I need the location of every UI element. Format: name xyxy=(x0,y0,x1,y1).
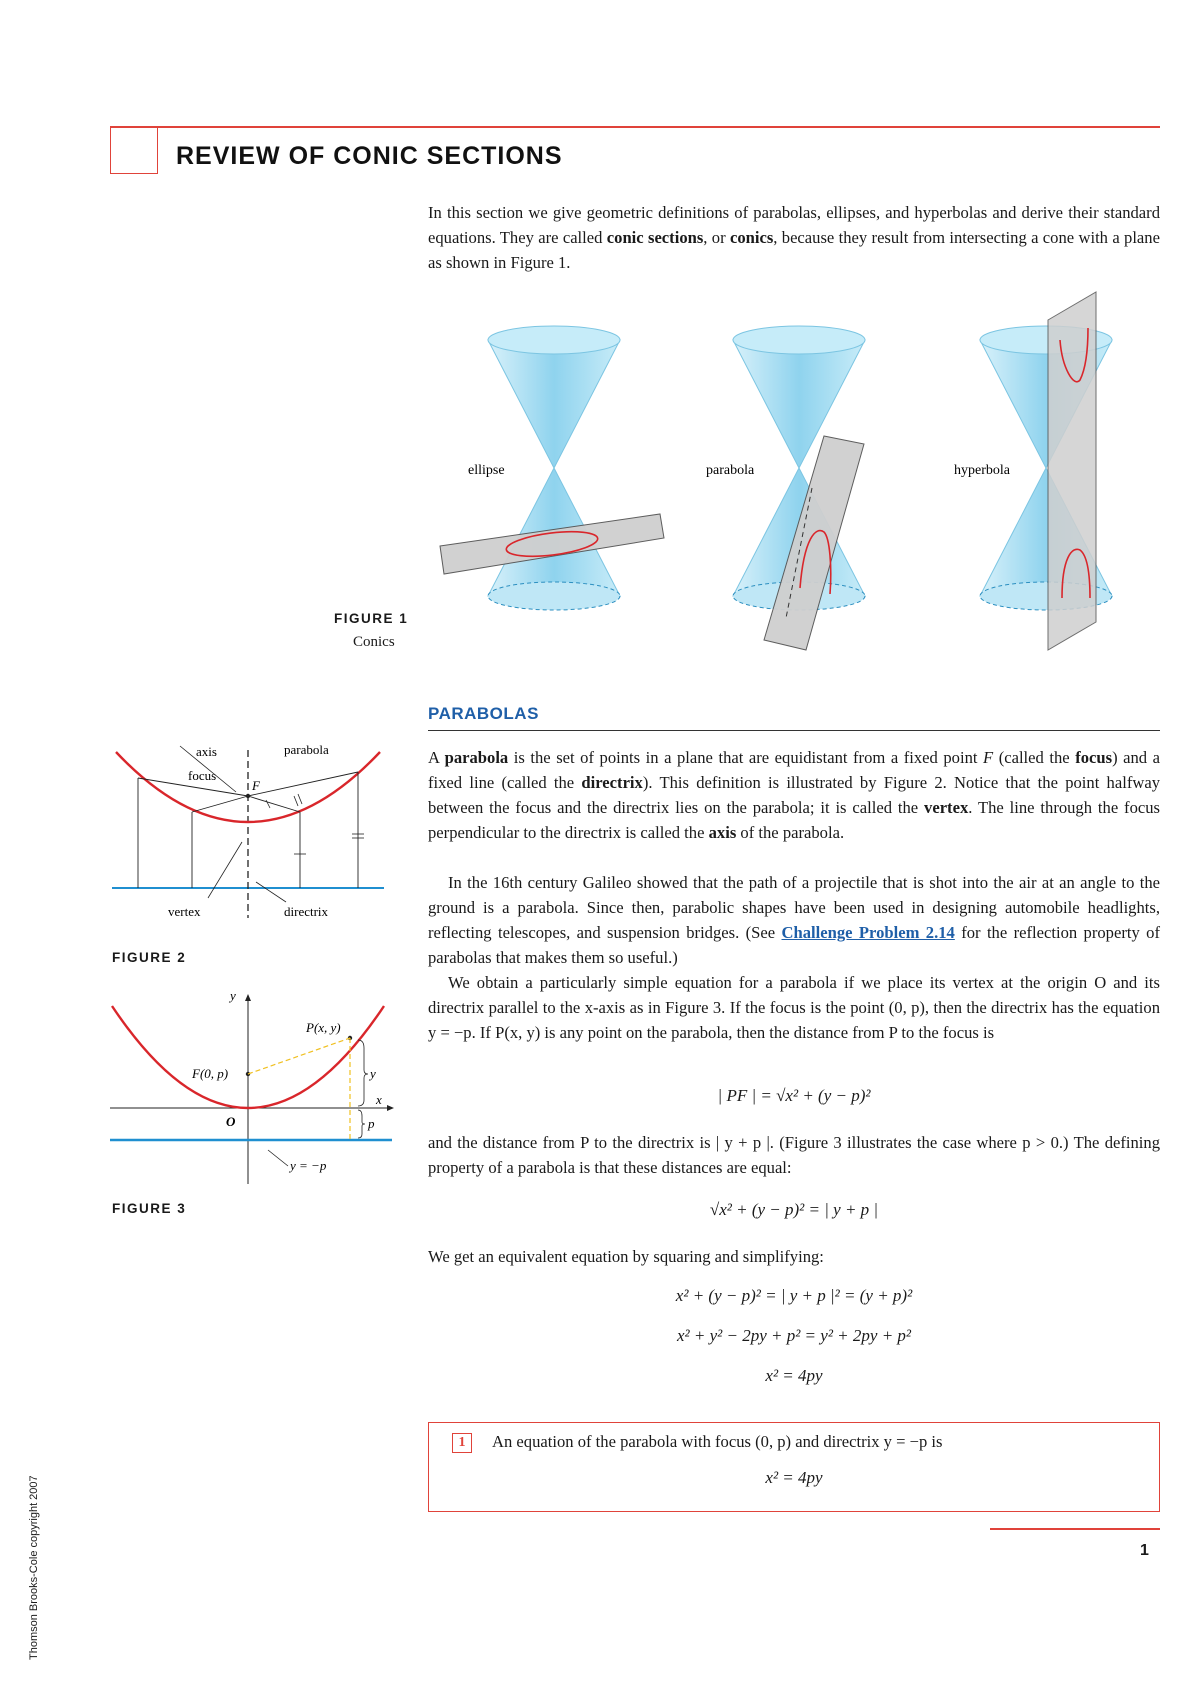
vertex-pointer xyxy=(208,842,242,898)
equation-equal-distances: √x² + (y − p)² = | y + p | xyxy=(709,1200,879,1219)
label-parabola: parabola xyxy=(284,742,329,757)
page-number: 1 xyxy=(1140,1542,1149,1559)
label-hyperbola: hyperbola xyxy=(954,463,1010,478)
label-F: F(0, p) xyxy=(192,1066,229,1081)
label-p-distance: p xyxy=(368,1116,375,1131)
label-parabola: parabola xyxy=(706,463,755,478)
header-rule xyxy=(110,126,1160,128)
figure3-label: FIGURE 3 xyxy=(112,1201,187,1216)
label-directrix: y = −p xyxy=(290,1158,327,1173)
section-title: PARABOLAS xyxy=(428,704,539,723)
theorem-equation: x² = 4py xyxy=(765,1468,823,1487)
paragraph-squaring: We get an equivalent equation by squaring and simplifying: xyxy=(428,1247,824,1266)
directrix-pointer xyxy=(256,882,286,902)
label-P: P(x, y) xyxy=(306,1020,341,1035)
label-axis: axis xyxy=(196,744,217,759)
footer-rule xyxy=(990,1528,1160,1530)
equation-pf-distance: | PF | = √x² + (y − p)² xyxy=(717,1086,871,1105)
figure1-caption: Conics xyxy=(353,634,395,650)
label-ellipse: ellipse xyxy=(468,463,505,478)
label-origin: O xyxy=(226,1114,236,1129)
figure2-parabola-definition xyxy=(110,742,386,922)
paragraph-directrix-distance: and the distance from P to the directrix is | y + p |. (Figure 3 illustrates the case where p > 0.) The defining property of a parabola is that these distances are equal: xyxy=(428,1133,1160,1177)
intro-paragraph: In this section we give geometric definitions of parabolas, ellipses, and hyperbolas and derive their standard equations. They are called conic sections, or conics, because they result from intersecting a cone with a plane as shown in Figure 1. xyxy=(428,203,1160,272)
label-y-distance: y xyxy=(370,1066,376,1081)
label-vertex: vertex xyxy=(168,904,201,919)
paragraph-galileo: In the 16th century Galileo showed that the path of a projectile that is shot into the air at an angle to the ground is a parabola. Since then, parabolic shapes have been used in designing automobile headlights, reflecting telescopes, and suspension bridges. (See Challenge Problem 2.14 for the reflection property of parabolas that makes them so useful.) xyxy=(428,873,1160,967)
cone-hyperbola xyxy=(954,292,1112,650)
section-rule xyxy=(428,730,1160,731)
header-box xyxy=(110,126,158,174)
label-y-axis: y xyxy=(230,988,236,1003)
cone-ellipse xyxy=(440,326,664,610)
equation-step-2: x² + y² − 2py + p² = y² + 2py + p² xyxy=(676,1326,912,1345)
figure1-label: FIGURE 1 xyxy=(334,611,409,626)
plane-hyperbola xyxy=(1048,292,1096,650)
figure1-conics xyxy=(428,288,1160,670)
figure2-label: FIGURE 2 xyxy=(112,950,187,965)
theorem-text: An equation of the parabola with focus (0, p) and directrix y = −p is xyxy=(492,1432,943,1451)
label-focus: focus xyxy=(188,768,217,783)
equation-step-3: x² = 4py xyxy=(765,1366,823,1385)
paragraph-simple-equation: We obtain a particularly simple equation for a parabola if we place its vertex at the origin O and its directrix parallel to the x-axis as in Figure 3. If the focus is the point (0, p), then the directrix has the equation y = −p. If P(x, y) is any point on the parabola, then the distance from P to the focus is xyxy=(428,973,1160,1042)
paragraph-parabola-definition: A parabola is the set of points in a plane that are equidistant from a fixed point F (called the focus) and a fixed line (called the directrix). This definition is illustrated by Figure 2. Notice that the point halfway between the focus and the directrix lies on the parabola; it is called the vertex. The line through the focus perpendicular to the directrix is called the axis of the parabola. xyxy=(428,748,1161,842)
label-x-axis: x xyxy=(376,1092,382,1107)
label-F: F xyxy=(252,778,260,793)
label-directrix: directrix xyxy=(284,904,329,919)
challenge-problem-link[interactable]: Challenge Problem 2.14 xyxy=(781,923,955,942)
figure3-parabola-coordinates xyxy=(110,988,400,1188)
equation-step-1: x² + (y − p)² = | y + p |² = (y + p)² xyxy=(675,1286,913,1305)
page-title: REVIEW OF CONIC SECTIONS xyxy=(176,142,563,170)
theorem-number: 1 xyxy=(452,1433,472,1453)
cone-parabola xyxy=(706,326,865,650)
copyright-notice: Thomson Brooks-Cole copyright 2007 xyxy=(28,1475,40,1660)
